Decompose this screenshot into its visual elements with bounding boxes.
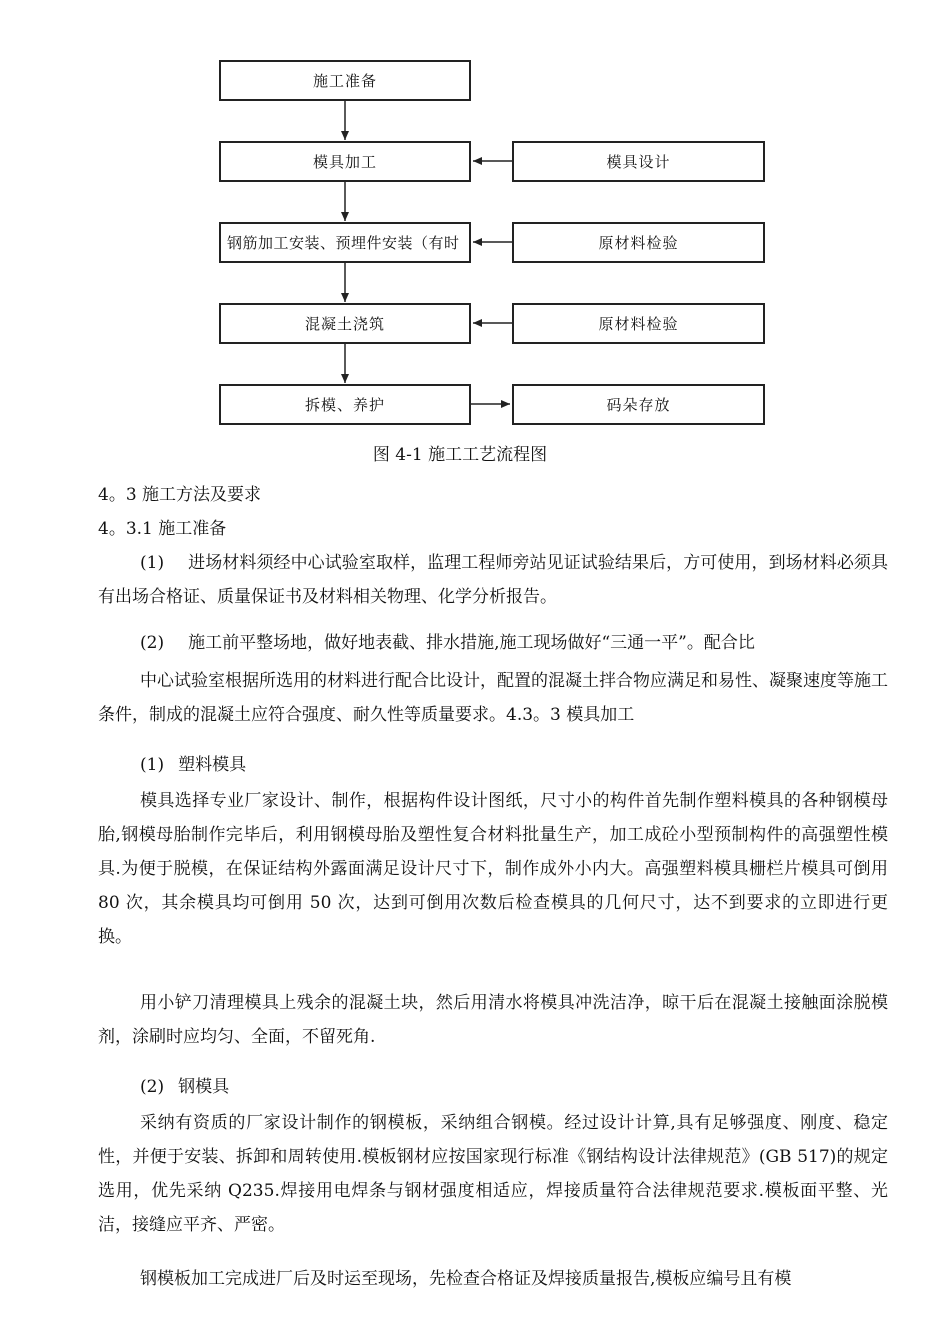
section-heading-4-3-1: 4。3.1 施工准备 xyxy=(98,519,227,539)
subsection-steel-mold xyxy=(140,1072,229,1097)
flowchart-arrows xyxy=(0,0,950,440)
paragraph-4 xyxy=(98,784,888,954)
subsection-title: 塑料模具 xyxy=(178,755,247,775)
paragraph-text: 中心试验室根据所选用的材料进行配合比设计，配置的混凝土拌合物应满足和易性、凝聚速度等施工条件，制成的混凝土应符合强度、耐久性等质量要求。4.3。3 模具加工 xyxy=(98,671,888,725)
paragraph-1 xyxy=(98,546,888,614)
figure-caption: 图 4-1 施工工艺流程图 xyxy=(372,445,548,465)
item-label: (1) xyxy=(140,553,165,573)
flow-step-label: 原材料检验 xyxy=(598,315,679,333)
paragraph-3 xyxy=(98,664,888,732)
paragraph-text: 进场材料须经中心试验室取样，监理工程师旁站见证试验结果后，方可使用，到场材料必须具有出场合格证、质量保证书及材料相关物理、化学分析报告。 xyxy=(98,553,888,607)
flow-step-label: 拆模、养护 xyxy=(304,396,385,414)
item-label: (1) xyxy=(140,755,165,775)
paragraph-text: 采纳有资质的厂家设计制作的钢模板，采纳组合钢模。经过设计计算,具有足够强度、刚度、稳定性，并便于安装、拆卸和周转使用.模板钢材应按国家现行标准《钢结构设计法律规范》(GB 517)的规定选用，优先采纳 Q235.焊接用电焊条与钢材强度相适应，焊接质量符合法律规范要求.模板面平整、光洁，接缝应平齐、严密。 xyxy=(98,1113,888,1235)
flow-step-label: 原材料检验 xyxy=(598,234,679,252)
paragraph-text: 模具选择专业厂家设计、制作，根据构件设计图纸，尺寸小的构件首先制作塑料模具的各种钢模母胎,钢模母胎制作完毕后，利用钢模母胎及塑性复合材料批量生产，加工成砼小型预制构件的高强塑性模具.为便于脱模，在保证结构外露面满足设计尺寸下，制作成外小内大。高强塑料模具栅栏片模具可倒用 80 次，其余模具均可倒用 50 次，达到可倒用次数后检查模具的几何尺寸，达不到要求的立即进行更换。 xyxy=(98,791,888,947)
paragraph-2 xyxy=(98,626,888,660)
flow-step-label: 混凝土浇筑 xyxy=(304,315,385,333)
paragraph-7 xyxy=(98,1262,888,1296)
flow-step-label: 施工准备 xyxy=(312,72,377,90)
flow-step-label: 码朵存放 xyxy=(606,396,671,414)
paragraph-text: 钢模板加工完成进厂后及时运至现场，先检查合格证及焊接质量报告,模板应编号且有模 xyxy=(140,1269,792,1289)
subsection-title: 钢模具 xyxy=(178,1077,230,1097)
item-label: (2) xyxy=(140,1077,165,1097)
paragraph-text: 施工前平整场地，做好地表截、排水措施,施工现场做好“三通一平”。配合比 xyxy=(188,633,755,653)
flow-step-label: 模具设计 xyxy=(606,153,671,171)
paragraph-6 xyxy=(98,1106,888,1242)
paragraph-5 xyxy=(98,986,888,1054)
flow-step-label: 钢筋加工安装、预埋件安装（有时 xyxy=(227,234,460,252)
paragraph-text: 用小铲刀清理模具上残余的混凝土块，然后用清水将模具冲洗洁净，晾干后在混凝土接触面涂脱模剂，涂刷时应均匀、全面，不留死角. xyxy=(98,993,888,1047)
item-label: (2) xyxy=(140,633,165,653)
flow-step-label: 模具加工 xyxy=(312,153,377,171)
section-heading-4-3: 4。3 施工方法及要求 xyxy=(98,485,262,505)
subsection-plastic-mold xyxy=(140,750,246,775)
